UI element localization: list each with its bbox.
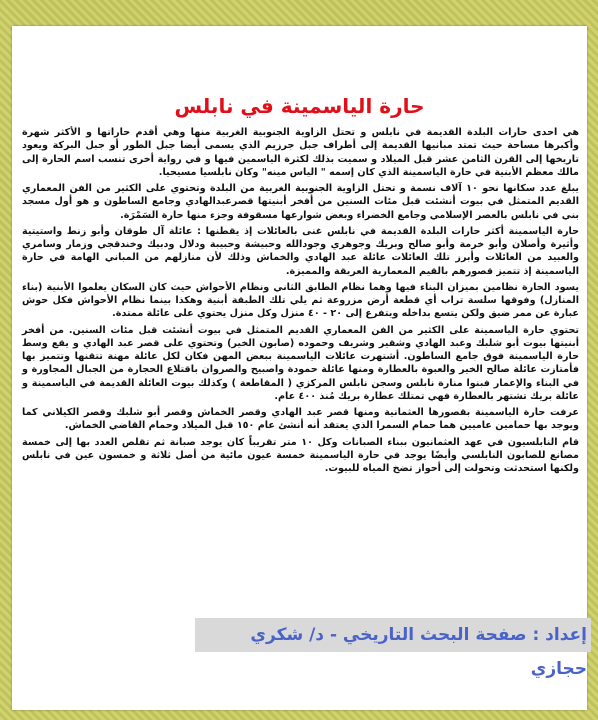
paragraph-population: يبلغ عدد سكانها نحو ١٠ آلاف نسمة و تحتل الزاوية الجنوبية الغربية من البلدة وتحتوي على الكثير من الفن المعماري القديم المتمثل في بيوت أنشئت قبل مئات السنين من أفخر أبنيتها قصرعبدالهادي وجامع الساطون و هو أول مسجد بني في نابلس بالعصر الإسلامي وجامع الخضراء وبعض شوارعها مسقوفة وجزء منها حارة السَمْرَة.	[22, 183, 579, 221]
paragraph-intro: هي احدى حارات البلدة القديمة في نابلس و تحتل الزاوية الجنوبية الغربية منها وهي أقدم حاراتها و الأكثر شهرة وأكبرها مساحة حيث تمتد مبانيها القديمة إلى أطراف جبل جرزيم الذي يسمى أيضا جبل الطور أو جبل البركة ويعود تاريخها إلى القرن الثامن عشر قبل الميلاد و سميت بذلك لكثرة الياسمين فيها و في رواية أخرى تنسب اسم الحارة إلى مالك معظم الأبنية في حارة الياسمينة الذي كان إسمه " الياس مينه" وكان نابلسيا مسيحيا.	[22, 127, 579, 178]
author-credit: إعداد : صفحة البحث التاريخي - د/ شكري حجازي	[195, 618, 591, 652]
paragraph-families: حارة الياسمينة أكثر حارات البلدة القديمة في نابلس غنى بالعائلات إذ يقطنها : عائلة آل طوقان وأبو زنط واستيتية وأثيرة وأصلان وأبو خرمة وأبو صالح وبريك وجوهري وجودالله وحبيشة وحبيبة ودلال ودبيك وخندقجي وزمار وسامري والعبيد من العائلات وأبرز تلك العائلات عائلة عبد الهادي والخماش وذلك لأن منازلهم من المباني الهامة في حارة الياسمينة إذ تتميز قصورهم بالقيم المعمارية العريقة والمميزة.	[22, 225, 579, 277]
document-body	[22, 126, 579, 478]
paragraph-architecture-crafts: تحتوي حارة الياسمينة على الكثير من الفن المعماري القديم المتمثل في بيوت أنشئت قبل مئات السنين. من أفخر أبنيتها بيوت أبو شلبك وعبد الهادي وشقير وشريف وحموده (صابون الخير) وتحتوي على قصر عبد الهادي و يقع وسط حارة الياسمينة فوق جامع الساطون. أشتهرت عائلات الياسمينة ببعض المهن فكان لكل عائلة مهنة تتقنها وتتميز بها فأمتازت عائلة صالح الخير والعبوة بالعطارة ومنها عائلة حمودة واصبيح والصروان باقتلاع الحجارة من الجبال المجاورة و في البناء والإعمار فبنوا منارة نابلس وسجن نابلس المركزي ( المقاطعة ) وكذلك بيوت العائلة القديمة في الياسمينة و عائلة بريك تشتهر بالعطارة فهي تمتلك عطارة بريك مُنذ ٤٠٠ عام.	[22, 324, 579, 402]
paragraph-palaces-baths: عرفت حارة الياسمينة بقصورها العثمانية ومنها قصر عبد الهادي وقصر الخماش وقصر أبو شلبك وقصر الكيلاني كما ويوجد بها حمامين عاميين هما حمام السمرا الذي يعتقد أنه أنشئ عام ١٥٠ قبل الميلاد وحمام القاضي الخماش.	[22, 407, 579, 432]
document-page	[12, 26, 587, 710]
paragraph-building-systems: يسود الحارة نظامين بميزان البناء فيها وهما نظام الطابق الثاني ونظام الأحواش حيث كان السكان يعلموا الأبنية (بناء المنازل) وفوقها سلسة تراب أي قطعة أرض مزروعة ثم يلي تلك الطبقة أبنية وهكذا بينما نظام الأحواش فكل حوش عبارة عن ممر ضيق ولكن يتسع بداخله ويتفرع إلى ٢٠ - ٤٠ منزل وكل منزل يحتوي على عائلة ممتدة.	[22, 281, 579, 320]
paragraph-soap-factories: قام النابلسيون في عهد العثمانيون ببناء الصبانات وكل ١٠ متر تقريباً كان يوجد صبانة ثم تقلص العدد بها إلى خمسة مصانع للصابون النابلسي وأيضًا يوجد في حارة الياسمينة خمسة عيون مائية من أصل ثلاثة و خمسون عين في نابلس ولكنها استحدثت وتحولت إلى أحواز تضخ المياه للبيوت.	[22, 436, 579, 474]
document-title: حارة الياسمينة في نابلس	[174, 94, 425, 118]
